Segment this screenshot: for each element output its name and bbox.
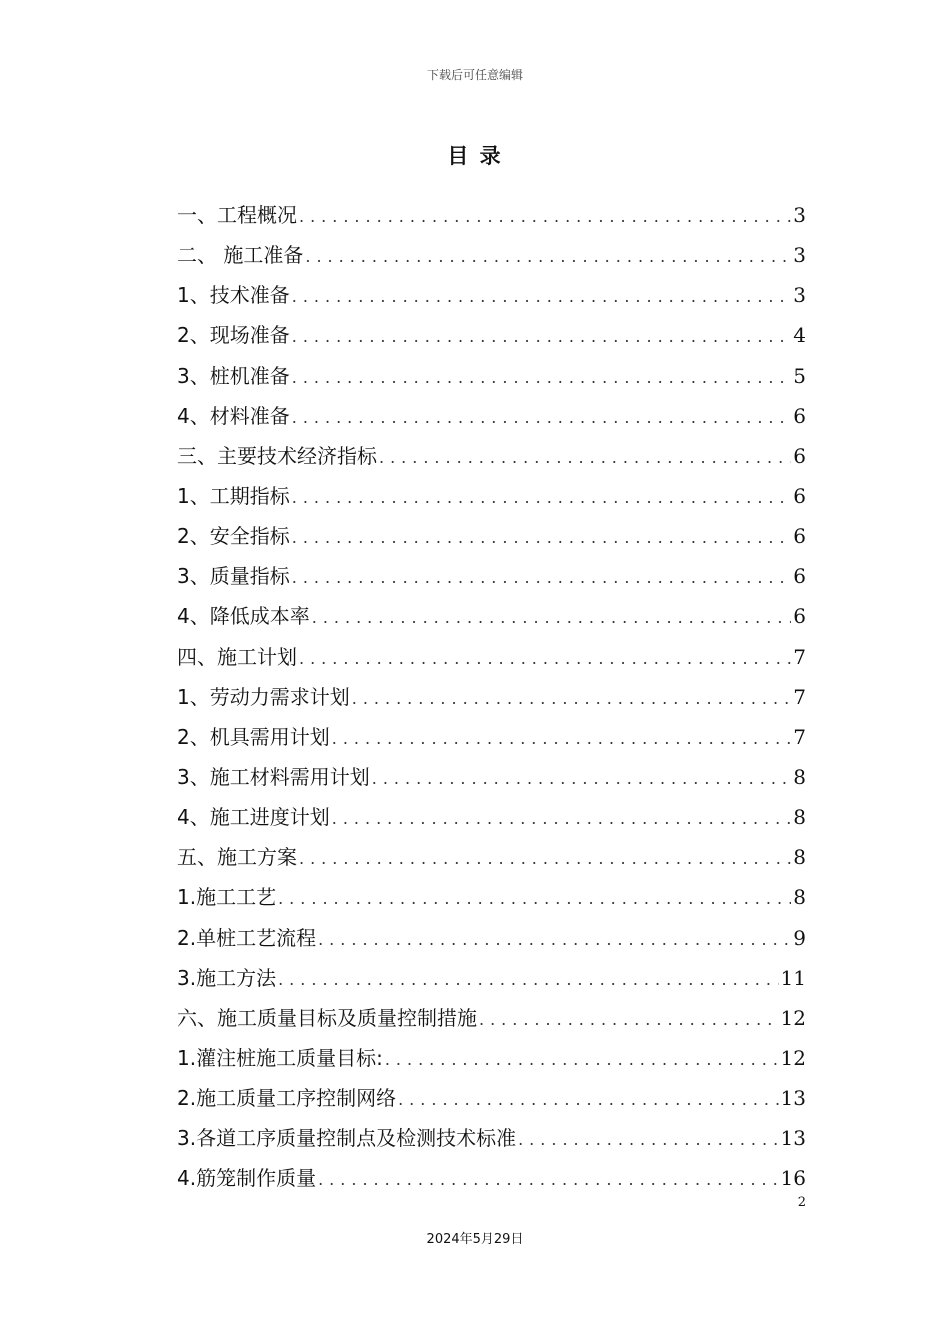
page-footer-date: 2024年5月29日 — [426, 1232, 524, 1247]
toc-entry-page: 6 — [793, 524, 806, 549]
toc-entry[interactable] — [177, 356, 806, 396]
toc-entry[interactable] — [177, 958, 806, 998]
toc-entry-page: 5 — [793, 363, 806, 388]
toc-entry[interactable] — [177, 637, 806, 677]
toc-entry[interactable] — [177, 797, 806, 837]
toc-entry-page: 13 — [780, 1126, 806, 1151]
toc-entry-page: 6 — [793, 564, 806, 589]
toc-entry-label: 3.各道工序质量控制点及检测技术标准 — [177, 1126, 517, 1151]
toc-entry-label: 五、施工方案 — [177, 845, 297, 870]
toc-entry-label: 4、降低成本率 — [177, 604, 310, 629]
toc-entry-page: 7 — [793, 724, 806, 749]
toc-entry[interactable] — [177, 396, 806, 436]
toc-entry-page: 3 — [793, 243, 806, 268]
toc-entry[interactable] — [177, 1158, 806, 1198]
toc-leader-dots — [278, 960, 778, 1000]
toc-entry-page: 13 — [780, 1086, 806, 1111]
toc-entry-label: 2、机具需用计划 — [177, 724, 330, 749]
toc-entry-label: 一、工程概况 — [177, 203, 297, 227]
toc-entry[interactable] — [177, 516, 806, 556]
toc-entry-label: 1、技术准备 — [177, 283, 290, 308]
toc-entry-page: 3 — [793, 283, 806, 308]
toc-entry[interactable] — [177, 596, 806, 636]
toc-entry-page: 6 — [793, 403, 806, 428]
toc-leader-dots — [312, 598, 792, 638]
toc-leader-dots — [332, 719, 792, 759]
toc-entry-page: 11 — [780, 965, 806, 990]
toc-leader-dots — [292, 398, 792, 438]
toc-entry-label: 三、主要技术经济指标 — [177, 443, 377, 468]
toc-entry[interactable] — [177, 1038, 806, 1078]
toc-leader-dots — [292, 518, 792, 558]
page-header: 下载后可任意编辑 — [426, 68, 523, 82]
toc-entry-label: 2.施工质量工序控制网络 — [177, 1086, 397, 1111]
toc-entry-page: 12 — [780, 1005, 806, 1030]
toc-entry-label: 1、工期指标 — [177, 483, 290, 508]
toc-leader-dots — [385, 1040, 779, 1080]
toc-leader-dots — [479, 1000, 779, 1040]
toc-entry-page: 6 — [793, 483, 806, 508]
toc-entry-label: 四、施工计划 — [177, 644, 297, 669]
toc-entry[interactable] — [177, 436, 806, 476]
toc-leader-dots — [299, 197, 791, 237]
table-of-contents — [177, 195, 806, 1199]
toc-entry[interactable] — [177, 877, 806, 917]
toc-entry[interactable] — [177, 918, 806, 958]
toc-entry[interactable] — [177, 476, 806, 516]
toc-entry-page: 3 — [793, 203, 806, 227]
toc-leader-dots — [299, 839, 791, 879]
toc-entry[interactable] — [177, 235, 806, 275]
toc-leader-dots — [318, 1160, 778, 1200]
toc-entry[interactable] — [177, 757, 806, 797]
toc-entry-page: 16 — [780, 1166, 806, 1191]
toc-entry[interactable] — [177, 315, 806, 355]
toc-leader-dots — [398, 1080, 778, 1120]
toc-entry-page: 12 — [780, 1045, 806, 1070]
toc-entry-label: 4、材料准备 — [177, 403, 290, 428]
toc-entry[interactable] — [177, 998, 806, 1038]
toc-entry-page: 6 — [793, 443, 806, 468]
toc-entry[interactable] — [177, 717, 806, 757]
toc-entry[interactable] — [177, 837, 806, 877]
page-number: 2 — [797, 1195, 806, 1210]
toc-leader-dots — [292, 558, 792, 598]
toc-entry-page: 7 — [793, 684, 806, 709]
toc-entry-label: 4.筋笼制作质量 — [177, 1166, 317, 1191]
toc-entry-page: 6 — [793, 604, 806, 629]
toc-leader-dots — [292, 317, 792, 357]
toc-entry[interactable] — [177, 275, 806, 315]
toc-leader-dots — [292, 358, 792, 398]
toc-entry-label: 3.施工方法 — [177, 965, 277, 990]
toc-entry-page: 8 — [793, 805, 806, 830]
toc-leader-dots — [372, 759, 792, 799]
toc-entry[interactable] — [177, 556, 806, 596]
toc-entry-page: 8 — [793, 764, 806, 789]
toc-leader-dots — [379, 438, 791, 478]
toc-entry-page: 8 — [793, 885, 806, 910]
toc-entry-label: 4、施工进度计划 — [177, 805, 330, 830]
toc-entry-page: 8 — [793, 845, 806, 870]
toc-entry-label: 二、 施工准备 — [177, 243, 304, 268]
toc-leader-dots — [318, 920, 791, 960]
toc-entry-label: 3、施工材料需用计划 — [177, 764, 370, 789]
toc-entry[interactable] — [177, 1078, 806, 1118]
toc-title: 目 录 — [447, 144, 503, 168]
toc-leader-dots — [292, 478, 792, 518]
toc-leader-dots — [332, 799, 792, 839]
toc-leader-dots — [352, 679, 792, 719]
toc-leader-dots — [518, 1120, 778, 1160]
toc-leader-dots — [278, 879, 791, 919]
toc-leader-dots — [299, 639, 791, 679]
toc-entry[interactable] — [177, 195, 806, 235]
toc-entry-label: 3、桩机准备 — [177, 363, 290, 388]
toc-entry-label: 3、质量指标 — [177, 564, 290, 589]
toc-entry-label: 2、安全指标 — [177, 524, 290, 549]
toc-entry-label: 2、现场准备 — [177, 323, 290, 348]
toc-entry-label: 1.施工工艺 — [177, 885, 277, 910]
toc-entry[interactable] — [177, 1118, 806, 1158]
toc-leader-dots — [305, 237, 791, 277]
toc-entry-page: 9 — [793, 925, 806, 950]
toc-entry-page: 7 — [793, 644, 806, 669]
toc-entry-label: 2.单桩工艺流程 — [177, 925, 317, 950]
toc-entry[interactable] — [177, 677, 806, 717]
toc-entry-label: 六、施工质量目标及质量控制措施 — [177, 1005, 477, 1030]
toc-leader-dots — [292, 277, 792, 317]
toc-entry-page: 4 — [793, 323, 806, 348]
toc-entry-label: 1、劳动力需求计划 — [177, 684, 350, 709]
toc-entry-label: 1.灌注桩施工质量目标: — [177, 1045, 383, 1070]
